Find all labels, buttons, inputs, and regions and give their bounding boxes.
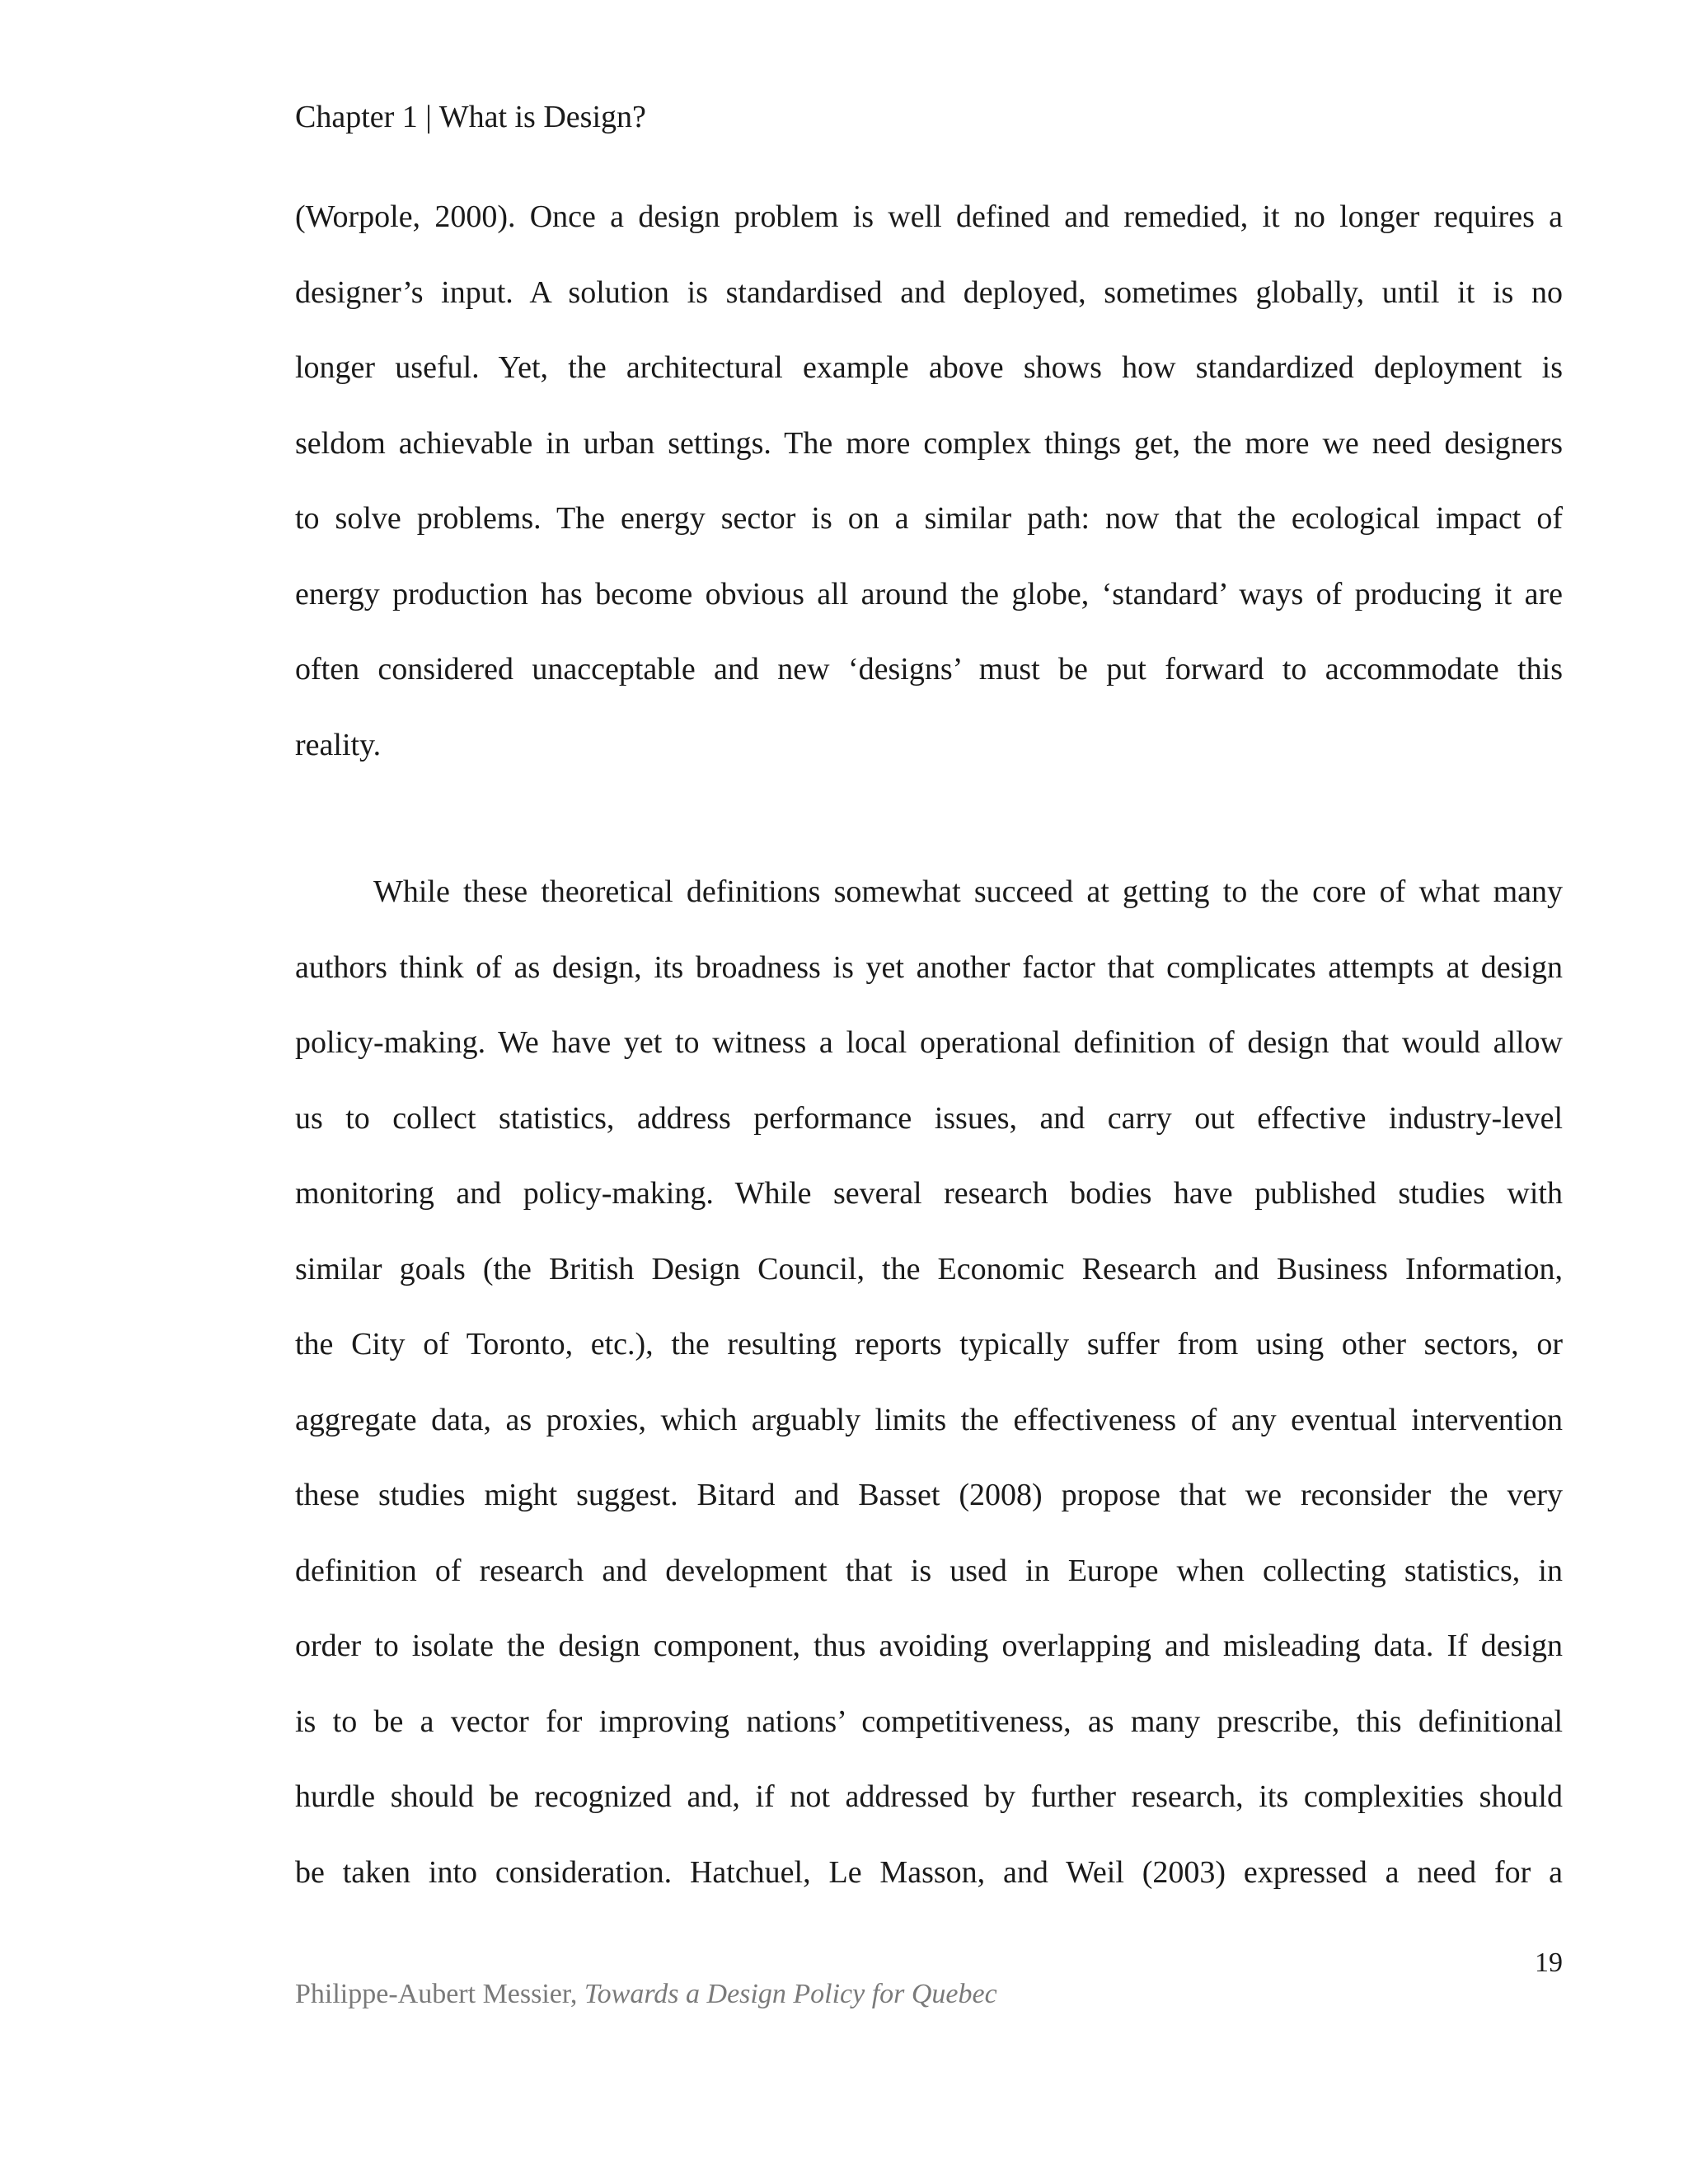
text-line: longer useful. Yet, the architectural example above shows how standardized deployment is — [295, 350, 1563, 385]
text-line: energy production has become obvious all around the globe, ‘standard’ ways of producing it are — [295, 576, 1563, 612]
text-line: these studies might suggest. Bitard and Basset (2008) propose that we reconsider the very — [295, 1478, 1563, 1512]
text-line: is to be a vector for improving nations’ competitiveness, as many prescribe, this definitional — [295, 1704, 1563, 1739]
footer-book-title: Towards a Design Policy for Quebec — [584, 1979, 997, 2009]
text-line: monitoring and policy-making. While several research bodies have published studies with — [295, 1176, 1563, 1211]
text-line: us to collect statistics, address performance issues, and carry out effective industry-level — [295, 1100, 1563, 1136]
text-line: aggregate data, as proxies, which arguably limits the effectiveness of any eventual intervention — [295, 1402, 1563, 1437]
text-line: (Worpole, 2000). Once a design problem is well defined and remedied, it no longer requires a — [295, 199, 1563, 234]
paragraph-2 — [295, 866, 1563, 1922]
text-line: be taken into consideration. Hatchuel, Le Masson, and Weil (2003) expressed a need for a — [295, 1854, 1563, 1890]
paragraph-1 — [295, 191, 1563, 794]
page-number: 19 — [1535, 1947, 1563, 1978]
text-line: similar goals (the British Design Council, the Economic Research and Business Information, — [295, 1251, 1563, 1286]
text-line: often considered unacceptable and new ‘designs’ must be put forward to accommodate this — [295, 652, 1563, 687]
text-line: reality. — [295, 727, 382, 762]
text-line: order to isolate the design component, thus avoiding overlapping and misleading data. If design — [295, 1629, 1563, 1663]
text-line: authors think of as design, its broadness is yet another factor that complicates attempts at design — [295, 949, 1563, 985]
text-line: policy-making. We have yet to witness a local operational definition of design that would allow — [295, 1025, 1563, 1060]
text-line: definition of research and development that is used in Europe when collecting statistics, in — [295, 1553, 1563, 1588]
text-line: designer’s input. A solution is standardised and deployed, sometimes globally, until it is no — [295, 274, 1563, 310]
text-line: the City of Toronto, etc.), the resulting reports typically suffer from using other sectors, or — [295, 1327, 1563, 1361]
footer-author: Philippe-Aubert Messier, — [295, 1979, 578, 2009]
text-line: to solve problems. The energy sector is on a similar path: now that the ecological impact of — [295, 501, 1563, 536]
text-line: While these theoretical definitions somewhat succeed at getting to the core of what many — [373, 874, 1563, 909]
page-footer — [295, 1976, 997, 2013]
running-header: Chapter 1 | What is Design? — [295, 100, 646, 134]
text-line: hurdle should be recognized and, if not addressed by further research, its complexities should — [295, 1779, 1563, 1814]
text-line: seldom achievable in urban settings. The more complex things get, the more we need designers — [295, 425, 1563, 461]
